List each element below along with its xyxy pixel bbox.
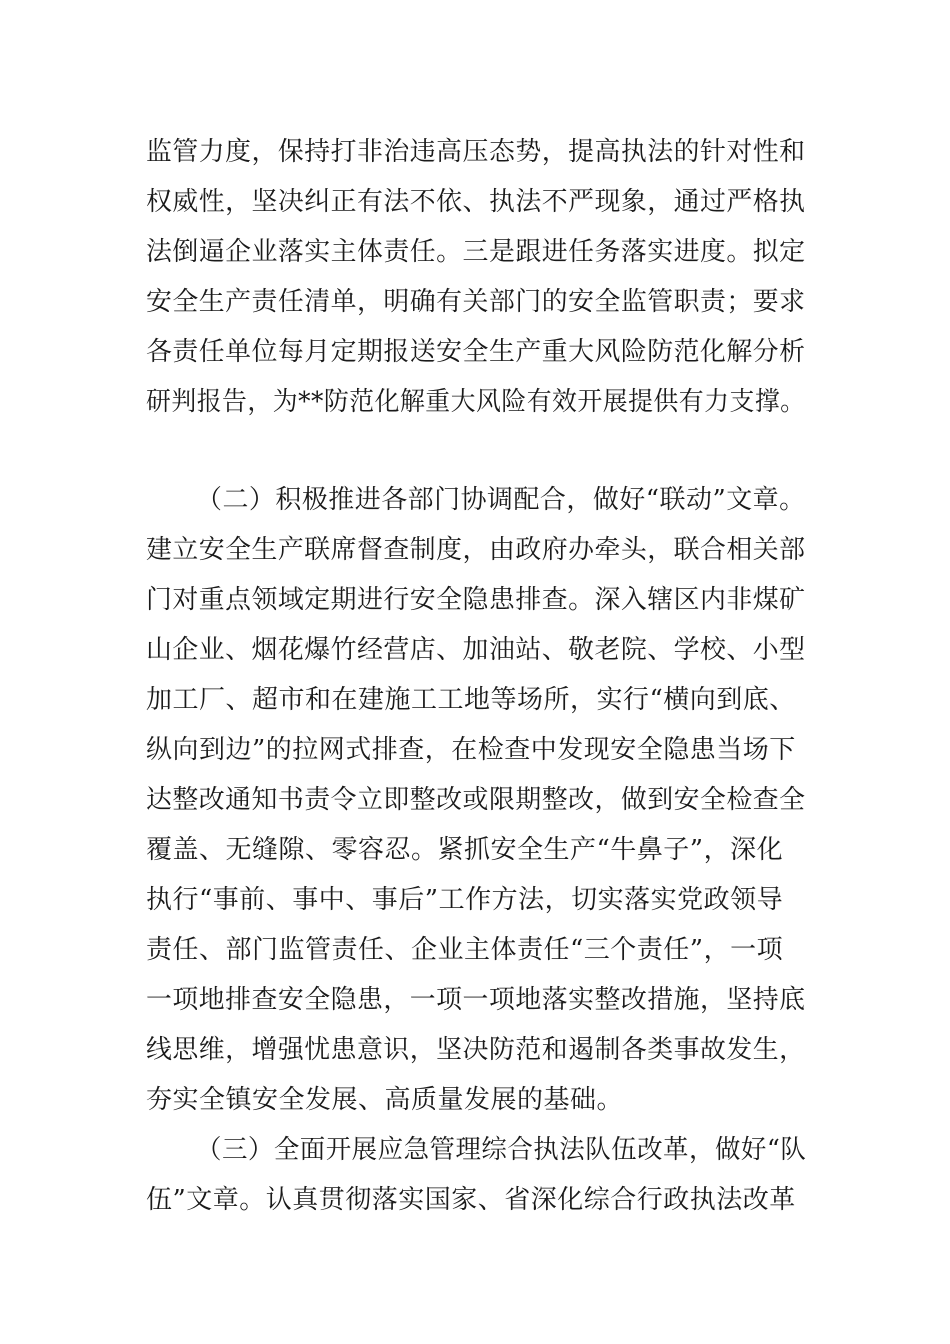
text-line: 伍”文章。认真贯彻落实国家、省深化综合行政执法改革 [146, 1185, 796, 1215]
text-line: 各责任单位每月定期报送安全生产重大风险防范化解分析 [146, 337, 806, 367]
section-heading-line: （三）全面开展应急管理综合执法队伍改革，做好“队 [196, 1135, 807, 1165]
text-line: 纵向到边”的拉网式排查，在检查中发现安全隐患当场下 [146, 735, 796, 765]
text-line: 责任、部门监管责任、企业主体责任“三个责任”，一项 [146, 935, 784, 965]
text-line: 监管力度，保持打非治违高压态势，提高执法的针对性和 [146, 137, 806, 167]
text-line: 覆盖、无缝隙、零容忍。紧抓安全生产“牛鼻子”，深化 [146, 835, 784, 865]
section-heading-line: （二）积极推进各部门协调配合，做好“联动”文章。 [196, 485, 806, 515]
text-line: 权威性，坚决纠正有法不依、执法不严现象，通过严格执 [146, 187, 806, 217]
text-line: 安全生产责任清单，明确有关部门的安全监管职责；要求 [146, 287, 806, 317]
text-line: 执行“事前、事中、事后”工作方法，切实落实党政领导 [146, 885, 784, 915]
text-line: 达整改通知书责令立即整改或限期整改，做到安全检查全 [146, 785, 806, 815]
text-line: 山企业、烟花爆竹经营店、加油站、敬老院、学校、小型 [146, 635, 806, 665]
text-line: 建立安全生产联席督查制度，由政府办牵头，联合相关部 [146, 535, 806, 565]
text-line: 门对重点领域定期进行安全隐患排查。深入辖区内非煤矿 [146, 585, 806, 615]
text-line: 夯实全镇安全发展、高质量发展的基础。 [146, 1085, 624, 1115]
text-line: 法倒逼企业落实主体责任。三是跟进任务落实进度。拟定 [146, 237, 806, 267]
text-line: 加工厂、超市和在建施工工地等场所，实行“横向到底、 [146, 685, 796, 715]
text-line: 研判报告，为**防范化解重大风险有效开展提供有力支撑。 [146, 387, 806, 417]
text-line: 一项地排查安全隐患，一项一项地落实整改措施，坚持底 [146, 985, 806, 1015]
text-line: 线思维，增强忧患意识，坚决防范和遏制各类事故发生， [146, 1035, 806, 1065]
